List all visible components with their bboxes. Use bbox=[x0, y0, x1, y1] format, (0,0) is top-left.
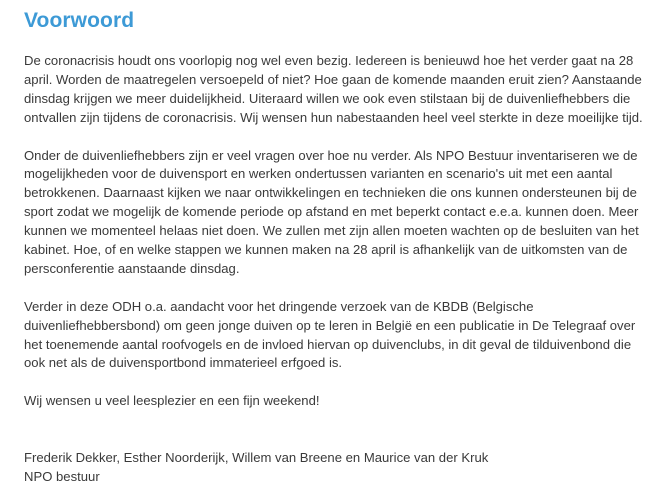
paragraph-contents: Verder in deze ODH o.a. aandacht voor het dringende verzoek van de KBDB (Belgische duivenliefhebbersbond) om geen jonge duiven op te leren in België en een publicatie in De Telegraaf over het toenemende aantal roofvogels en de invloed hiervan op duivenclubs, in dit geval de tilduivenbond die ook net als de duivensportbond immaterieel erfgoed is. bbox=[24, 298, 636, 371]
closing-line: Wij wensen u veel leesplezier en een fijn weekend! bbox=[24, 393, 320, 409]
paragraph-questions: Onder de duivenliefhebbers zijn er veel vragen over hoe nu verder. Als NPO Bestuur inventariseren we de mogelijkheden voor de duivensport en werken ondertussen varianten en scenario's uit met een aantal betrokkenen. Daarnaast kijken we naar ontwikkelingen en technieken die ons kunnen ondersteunen bij de sport zodat we mogelijk de komende periode op afstand en met beperkt contact e.e.a. kunnen doen. Meer kunnen we momenteel helaas niet doen. We zullen met zijn allen moeten wachten op de besluiten van het kabinet. Hoe, of en welke stappen we kunnen maken na 28 april is afhankelijk van de uitkomsten van de persconferentie aanstaande dinsdag. bbox=[24, 147, 639, 276]
page-title: Voorwoord bbox=[24, 9, 135, 32]
signature bbox=[24, 449, 652, 487]
foreword-body bbox=[24, 52, 652, 487]
signature-organization: NPO bestuur bbox=[24, 468, 100, 484]
signature-names: Frederik Dekker, Esther Noorderijk, Willem van Breene en Maurice van der Kruk bbox=[24, 449, 489, 465]
paragraph-intro: De coronacrisis houdt ons voorlopig nog wel even bezig. Iedereen is benieuwd hoe het verder gaat na 28 april. Worden de maatregelen versoepeld of niet? Hoe gaan de komende maanden eruit zien? Aanstaande dinsdag krijgen we meer duidelijkheid. Uiteraard willen we ook even stilstaan bij de duivenliefhebbers die ontvallen zijn tijdens de coronacrisis. Wij wensen hun nabestaanden heel veel sterkte in deze moeilijke tijd. bbox=[24, 53, 643, 125]
